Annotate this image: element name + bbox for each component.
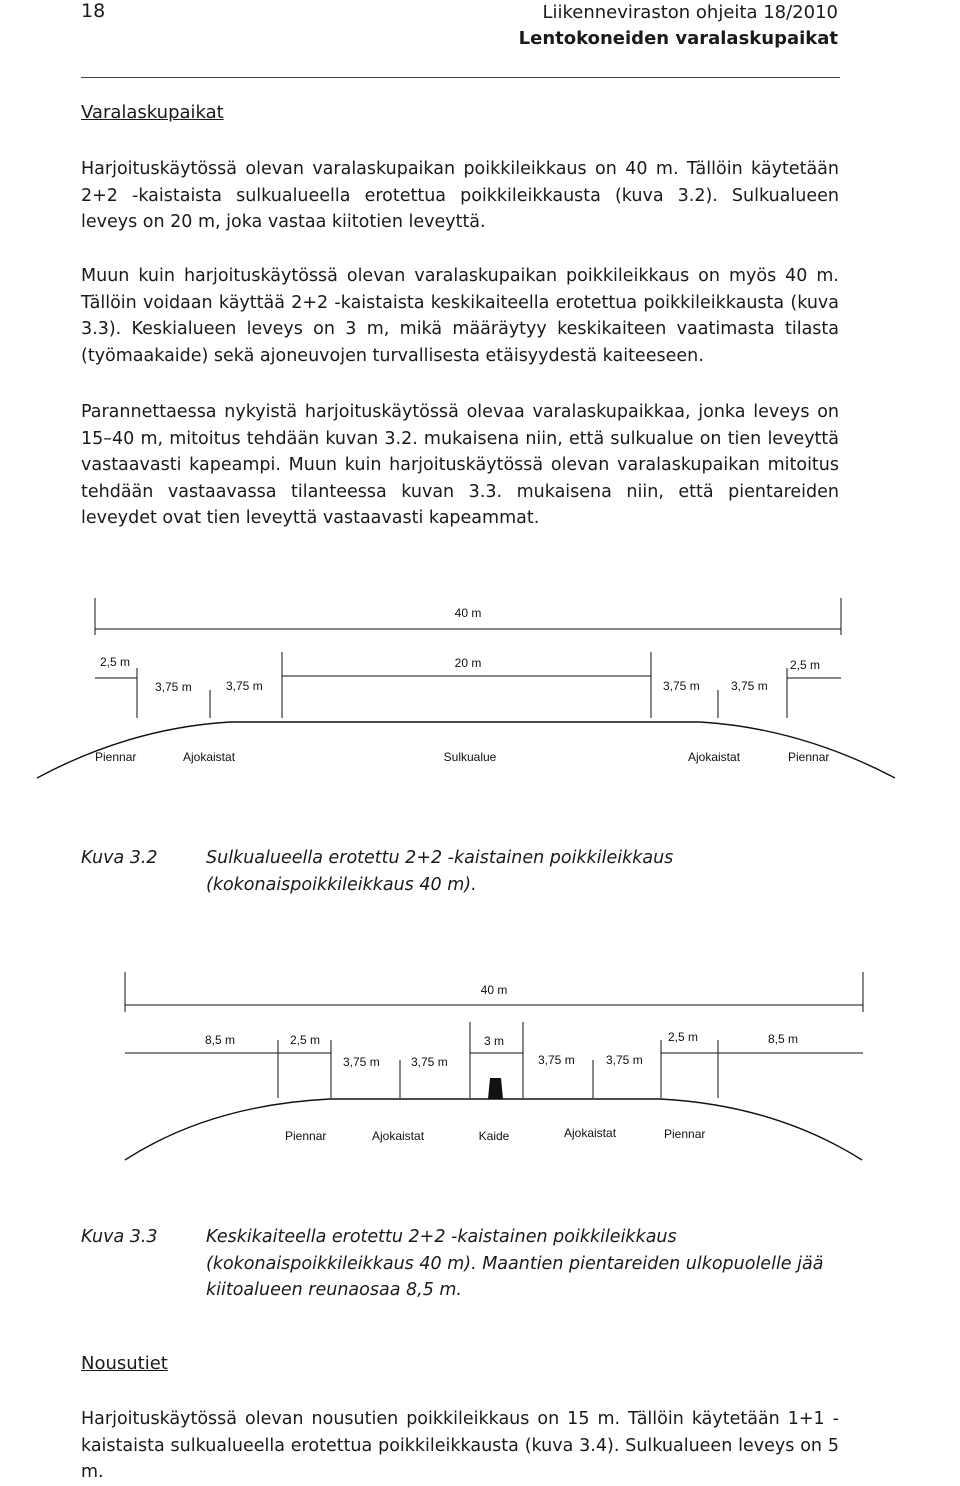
section-heading-nousutiet: Nousutiet (81, 1353, 168, 1374)
caption-text: Sulkualueella erotettu 2+2 -kaistainen poikkileikkaus (kokonaispoikkileikkaus 40 m). (206, 848, 674, 895)
paragraph-3: Parannettaessa nykyistä harjoituskäytössä olevaa varalaskupaikkaa, jonka leveys on 15–40 m, mitoitus tehdään kuvan 3.2. mukaisena niin, että sulkualue on tien leveyttä vastaavasti kapeampi. Muun kuin harjoituskäytössä olevan varalaskupaikan mitoitus tehdään vastaavassa tilanteessa kuvan 3.3. mukaisena niin, että pientareiden leveydet ovat tien leveyttä vastaavasti kapeammat. (81, 402, 839, 528)
dimension-median: 3 m (483, 1034, 505, 1048)
dimension-lane-left-1: 3,75 m (155, 680, 192, 694)
figure-caption-3-3 (81, 1224, 839, 1304)
page-number: 18 (81, 0, 106, 22)
zone-label-shoulder-left: Piennar (285, 1129, 327, 1143)
zone-label-shoulder-left: Piennar (95, 750, 137, 764)
cross-section-figure-3-3 (0, 965, 960, 1165)
caption-number: Kuva 3.2 (81, 848, 158, 868)
caption-number: Kuva 3.3 (81, 1227, 158, 1247)
paragraph-nousutiet: Harjoituskäytössä olevan nousutien poikkileikkaus on 15 m. Tällöin käytetään 1+1 -kaistaista sulkualueella erotettua poikkileikkausta (kuva 3.4). Sulkualueen leveys on 5 m. (81, 1409, 839, 1482)
dimension-lane-right-1: 3,75 m (663, 679, 700, 693)
paragraph-1: Harjoituskäytössä olevan varalaskupaikan poikkileikkaus on 40 m. Tällöin käytetään 2+2 -kaistaista sulkualueella erotettua poikkileikkausta (kuva 3.2). Sulkualueen leveys on 20 m, joka vastaa kiitotien leveyttä. (81, 159, 839, 232)
dimension-right-edge: 8,5 m (768, 1032, 799, 1046)
dimension-right-shoulder: 2,5 m (668, 1030, 699, 1044)
median-barrier (488, 1078, 503, 1099)
figure-caption-3-2 (81, 845, 839, 899)
zone-label-lanes-left: Ajokaistat (372, 1129, 425, 1143)
dimension-left-shoulder: 2,5 m (100, 655, 131, 669)
running-header (519, 0, 838, 52)
dimension-total: 40 m (454, 606, 482, 620)
zone-label-shoulder-right: Piennar (664, 1127, 706, 1141)
zone-label-shoulder-right: Piennar (788, 750, 830, 764)
zone-label-lanes-right: Ajokaistat (564, 1126, 617, 1140)
dimension-right-shoulder: 2,5 m (790, 658, 821, 672)
header-divider (81, 77, 840, 78)
cross-section-figure-3-2 (0, 590, 960, 790)
zone-label-barrier: Kaide (478, 1129, 510, 1143)
dimension-total: 40 m (480, 983, 508, 997)
publication-name: Liikenneviraston ohjeita 18/2010 (542, 2, 838, 23)
dimension-lane-right-1: 3,75 m (538, 1053, 575, 1067)
section-heading-varalaskupaikat: Varalaskupaikat (81, 102, 224, 123)
dimension-lane-left-2: 3,75 m (411, 1055, 448, 1069)
zone-label-lanes-right: Ajokaistat (688, 750, 741, 764)
dimension-lane-left-2: 3,75 m (226, 679, 263, 693)
dimension-left-edge: 8,5 m (205, 1033, 236, 1047)
document-title: Lentokoneiden varalaskupaikat (518, 28, 838, 49)
paragraph-2: Muun kuin harjoituskäytössä olevan varalaskupaikan poikkileikkaus on myös 40 m. Tällöin voidaan käyttää 2+2 -kaistaista keskikaiteella erotettua poikkileikkausta (kuva 3.3). Keskialueen leveys on 3 m, mikä määräytyy keskikaiteen vaatimasta tilasta (työmaakaide) sekä ajoneuvojen turvallisesta etäisyydestä kaiteeseen. (81, 266, 839, 366)
dimension-lane-right-2: 3,75 m (606, 1053, 643, 1067)
dimension-lane-left-1: 3,75 m (343, 1055, 380, 1069)
dimension-left-shoulder: 2,5 m (290, 1033, 321, 1047)
zone-label-median: Sulkualue (443, 750, 497, 764)
caption-text: Keskikaiteella erotettu 2+2 -kaistainen poikkileikkaus (kokonaispoikkileikkaus 40 m). Maantien pientareiden ulkopuolelle jää kiitoalueen reunaosaa 8,5 m. (206, 1227, 824, 1300)
dimension-median: 20 m (454, 656, 482, 670)
zone-label-lanes-left: Ajokaistat (183, 750, 236, 764)
dimension-lane-right-2: 3,75 m (731, 679, 768, 693)
